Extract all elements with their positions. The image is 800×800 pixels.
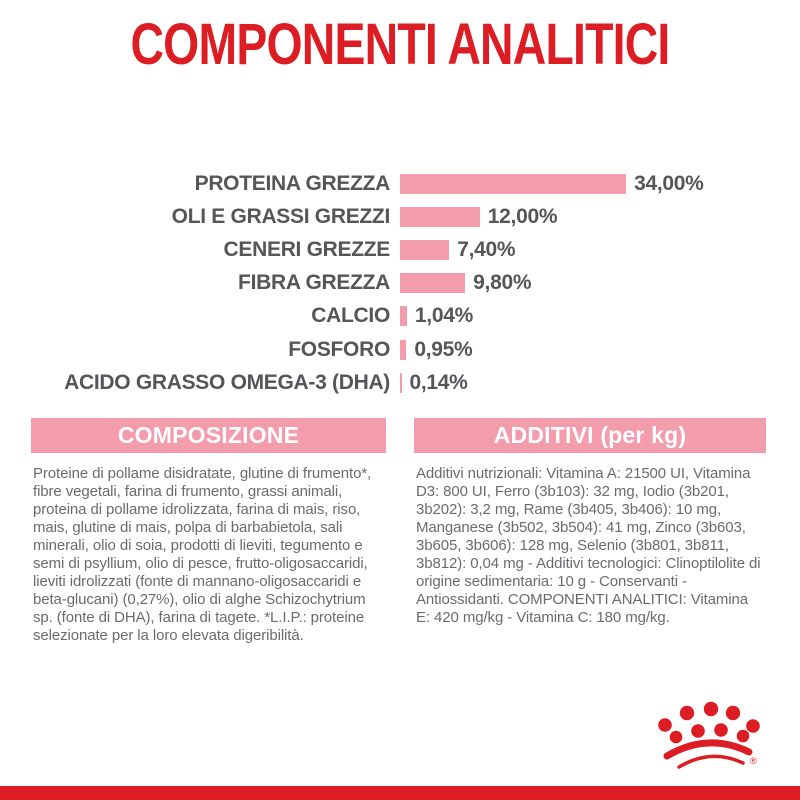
chart-row [0, 267, 800, 300]
additives-header: ADDITIVI (per kg) [414, 418, 766, 453]
footer-red-strip [0, 786, 800, 800]
bar-value-label: 9,80% [473, 271, 532, 295]
bar-value-label: 0,14% [409, 370, 468, 394]
additives-section [414, 418, 766, 645]
royal-canin-crown-logo [650, 693, 780, 783]
bar-category-label: ACIDO GRASSO OMEGA-3 (DHA) [64, 370, 390, 394]
bar-category-label: CALCIO [311, 304, 390, 328]
crown-thick-arc [667, 743, 749, 756]
additives-text: Additivi nutrizionali: Vitamina A: 21500 UI, Vitamina D3: 800 UI, Ferro (3b103): 32 mg, Iodio (3b201, 3b202): 3,2 mg, Rame (3b405, 3b406): 10 mg, Manganese (3b502, 3b504): 41 mg, Zinco (3b603, 3b605, 3b606): 128 mg, Selenio (3b801, 3b811, 3b812): 0,04 mg - Additivi tecnologici: Clinoptilolite di origine sedimentaria: 10 g - Conservanti - Antiossidanti. COMPONENTI ANALITICI: Vitamina E: 420 mg/kg - Vitamina C: 180 mg/kg. [416, 465, 761, 626]
crown-thin-arc [679, 756, 743, 767]
bar-value-label: 0,95% [414, 337, 473, 361]
bar-value-label: 1,04% [414, 304, 473, 328]
bar-category-label: FIBRA GREZZA [238, 271, 390, 295]
composition-header: COMPOSIZIONE [31, 418, 386, 453]
analytical-components-bar-chart [0, 167, 800, 399]
bar [400, 373, 402, 393]
chart-row [0, 300, 800, 333]
bar [400, 340, 406, 360]
registered-trademark-symbol: ® [750, 756, 757, 766]
composition-text: Proteine di pollame disidratate, glutine di frumento*, fibre vegetali, farina di frumento, grassi animali, proteina di pollame idrolizzata, farina di mais, riso, mais, glutine di mais, polpa di barbabietola, sali minerali, olio di soia, prodotti di lieviti, tegumento e semi di psyllium, olio di pesce, frutto-oligosaccaridi, lieviti idrolizzati (fonte di mannano-oligosaccaridi e beta-glucani) (0,27%), olio di alghe Schizochytrium sp. (fonte di DHA), farina di tagete. *L.I.P.: proteine selezionate per la loro elevata digeribilità. [33, 465, 372, 644]
chart-row [0, 366, 800, 399]
bar-category-label: PROTEINA GREZZA [194, 171, 390, 195]
composition-section [31, 418, 386, 645]
chart-row [0, 167, 800, 200]
bar-category-label: CENERI GREZZE [223, 237, 390, 261]
chart-row [0, 233, 800, 266]
bar [400, 207, 480, 227]
chart-row [0, 333, 800, 366]
bar-category-label: FOSFORO [288, 337, 390, 361]
bar [400, 306, 407, 326]
bar [400, 273, 465, 293]
chart-row [0, 200, 800, 233]
bar-value-label: 7,40% [457, 237, 516, 261]
bar-value-label: 34,00% [634, 171, 704, 195]
info-columns [31, 418, 766, 645]
bar [400, 174, 626, 194]
bar [400, 240, 449, 260]
bar-value-label: 12,00% [487, 204, 558, 228]
bar-category-label: OLI E GRASSI GREZZI [171, 204, 390, 228]
page-title: COMPONENTI ANALITICI [130, 12, 670, 77]
